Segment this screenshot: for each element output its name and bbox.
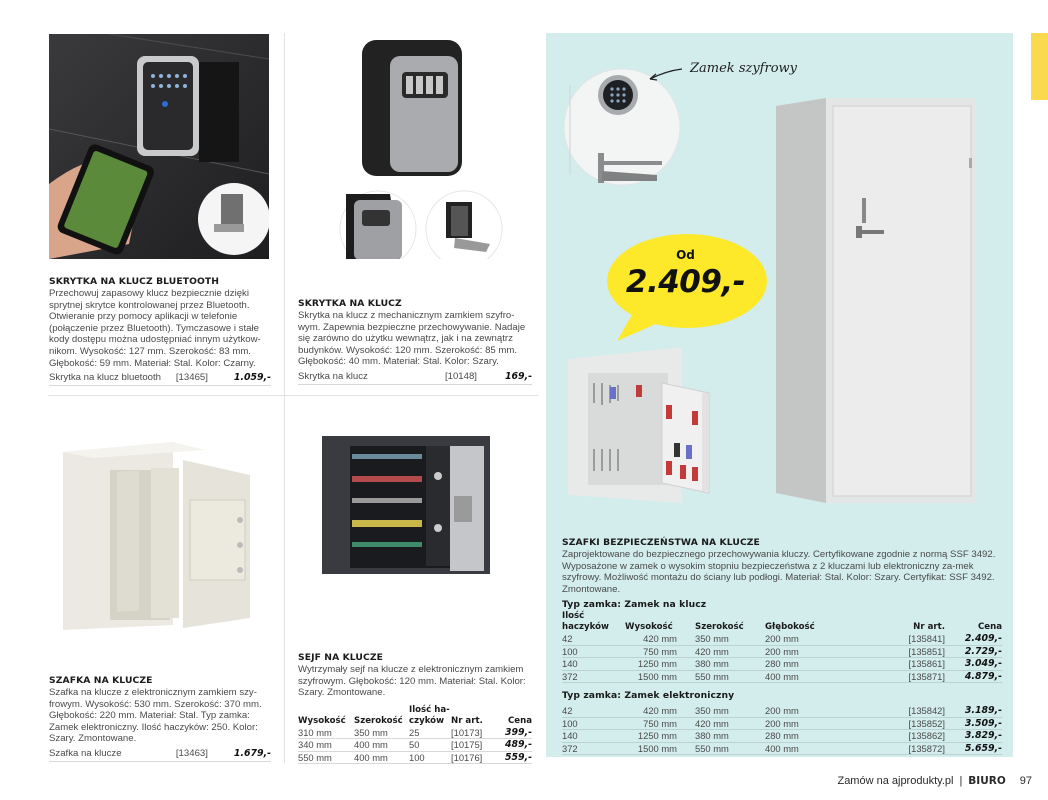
cell: 1250 mm — [625, 658, 695, 671]
callout-arrow-icon — [646, 65, 686, 85]
price: 2.729,- — [945, 645, 1002, 658]
cell: 200 mm — [765, 645, 885, 658]
tall-security-cabinet-image — [776, 98, 986, 503]
col-header: Ilość ha-czyków — [409, 704, 450, 726]
cell: [135872] — [885, 742, 945, 755]
price: 3.049,- — [945, 658, 1002, 671]
cell: 280 mm — [765, 658, 885, 671]
cell: 400 mm — [765, 670, 885, 683]
col-header: Nr art. — [451, 715, 483, 726]
cell: [10175] — [451, 739, 496, 752]
cell: 42 — [562, 633, 625, 645]
lock-key-spec-table — [562, 611, 1002, 683]
cell: 25 — [409, 727, 451, 739]
price: 1.059,- — [233, 372, 271, 384]
price-row — [49, 748, 271, 762]
section-name: BIURO — [968, 775, 1006, 787]
col-header: Szerokość — [695, 622, 744, 633]
cell: 380 mm — [695, 658, 765, 671]
cell: 420 mm — [625, 633, 695, 645]
price: 4.879,- — [945, 670, 1002, 683]
variant-name: Skrytka na klucz bluetooth — [49, 372, 161, 384]
price: 5.659,- — [945, 742, 1002, 755]
cell: [10176] — [451, 751, 496, 764]
row-divider — [48, 395, 538, 396]
table-row — [562, 658, 1002, 671]
cell: 380 mm — [695, 730, 765, 743]
cell: 372 — [562, 670, 625, 683]
cell: 100 — [409, 751, 451, 764]
footer-separator: | — [959, 775, 963, 787]
col-header: Cena — [507, 715, 532, 726]
column-divider — [284, 33, 285, 763]
cell: [135862] — [885, 730, 945, 743]
cell: 550 mm — [298, 751, 354, 764]
table-row — [562, 705, 1002, 717]
product-title: SEJF NA KLUCZE — [298, 652, 383, 663]
callout-label: Zamek szyfrowy — [690, 61, 798, 76]
page-footer — [837, 775, 1032, 787]
cell: 1500 mm — [625, 742, 695, 755]
product-key-safe — [298, 652, 532, 764]
cell: 420 mm — [695, 717, 765, 730]
cell: 200 mm — [765, 717, 885, 730]
product-description: Wytrzymały sejf na klucze z elektronicznym zamkiem szyfrowym. Głębokość: 120 mm. Materiał: Stal. Kolor: Szary. Zmontowane. — [298, 664, 526, 699]
section-tab — [1031, 33, 1048, 100]
cell: 350 mm — [695, 633, 765, 645]
col-header: Wysokość — [625, 622, 673, 633]
table-row — [298, 739, 532, 752]
table-row — [298, 751, 532, 764]
price: 489,- — [496, 739, 532, 752]
cell: 350 mm — [695, 705, 765, 717]
featured-panel — [546, 33, 1013, 757]
col-header: Cena — [977, 622, 1002, 633]
bluetooth-keybox-image — [49, 34, 269, 259]
small-security-cabinet-image — [564, 343, 724, 503]
table-row — [562, 633, 1002, 645]
product-description: Przechowuj zapasowy klucz bezpiecznie dzięki sprytnej skrytce kontrolowanej przez Bluetooth. Otwieranie przy pomocy aplikacji w telefonie (połączenie przez Bluetooth). Tymczasowe i stałe kody dostępu można udostępniać innym użytkow-nikom. Wysokość: 127 mm. Szerokość: 83 mm. Głębokość: 59 mm. Materiał: Stal. Kolor: Czarny. — [49, 288, 261, 369]
cell: 100 — [562, 645, 625, 658]
col-header: Wysokość — [298, 715, 346, 726]
group-label: Typ zamka: Zamek na klucz — [562, 599, 707, 611]
cell: [10173] — [451, 727, 496, 739]
cell: 50 — [409, 739, 451, 752]
cell: 750 mm — [625, 717, 695, 730]
price: 399,- — [496, 727, 532, 739]
cell: 340 mm — [298, 739, 354, 752]
product-title: SZAFKI BEZPIECZEŃSTWA NA KLUCZE — [562, 537, 760, 548]
electronic-lock-spec-table — [562, 705, 1002, 755]
cell: 1250 mm — [625, 730, 695, 743]
order-link[interactable]: Zamów na ajprodukty.pl — [837, 775, 954, 787]
product-title: SKRYTKA NA KLUCZ BLUETOOTH — [49, 276, 220, 287]
col-header: Szerokość — [354, 715, 403, 726]
cell: 420 mm — [695, 645, 765, 658]
cell: 400 mm — [765, 742, 885, 755]
table-row — [562, 742, 1002, 755]
product-key-cabinet — [49, 675, 271, 762]
cell: 100 — [562, 717, 625, 730]
cell: 140 — [562, 730, 625, 743]
key-safe-image — [322, 436, 494, 576]
table-row — [562, 717, 1002, 730]
price: 2.409,- — [945, 633, 1002, 645]
cell: 200 mm — [765, 705, 885, 717]
cell: 400 mm — [354, 739, 409, 752]
cell: [135871] — [885, 670, 945, 683]
cell: 140 — [562, 658, 625, 671]
cell: 1500 mm — [625, 670, 695, 683]
price: 1.679,- — [233, 747, 271, 759]
product-title: SKRYTKA NA KLUCZ — [298, 298, 402, 309]
badge-price: 2.409,- — [625, 264, 746, 300]
product-mechanical-keybox — [298, 298, 532, 385]
table-row — [298, 727, 532, 739]
price: 3.509,- — [945, 717, 1002, 730]
article-number: [13463] — [175, 747, 208, 759]
mechanical-keybox-image — [290, 34, 540, 259]
col-header: Nr art. — [913, 622, 945, 633]
cell: 310 mm — [298, 727, 354, 739]
key-cabinet-image — [55, 430, 265, 650]
price: 169,- — [504, 370, 532, 382]
cell: 750 mm — [625, 645, 695, 658]
table-row — [562, 645, 1002, 658]
cell: 280 mm — [765, 730, 885, 743]
price: 559,- — [496, 751, 532, 764]
page-number: 97 — [1019, 775, 1032, 787]
variant-name: Skrytka na klucz — [298, 370, 368, 382]
cell: 550 mm — [695, 742, 765, 755]
cell: [135851] — [885, 645, 945, 658]
cell: 420 mm — [625, 705, 695, 717]
group-label: Typ zamka: Zamek elektroniczny — [562, 690, 735, 702]
product-description: Szafka na klucze z elektronicznym zamkiem szy-frowym. Wysokość: 530 mm. Szerokość: 370 mm. Głębokość: 220 mm. Materiał: Stal. Typ zamka: Zamek elektroniczny. Ilość haczyków: 250. Kolor: Szary. Zmontowane. — [49, 687, 262, 745]
cell: [135842] — [885, 705, 945, 717]
cell: [135841] — [885, 633, 945, 645]
cell: [135852] — [885, 717, 945, 730]
article-number: [10148] — [444, 370, 477, 382]
cell: 350 mm — [354, 727, 409, 739]
cell: 550 mm — [695, 670, 765, 683]
product-description: Skrytka na klucz z mechanicznym zamkiem szyfro-wym. Zapewnia bezpieczne przechowywanie. Nadaje się zarówno do użytku wewnątrz, jak i na zewnątrz budynków. Wysokość: 120 mm. Szerokość: 85 mm. Głębokość: 40 mm. Materiał: Stal. Kolor: Szary. — [298, 310, 526, 368]
badge-prefix: Od — [676, 248, 695, 262]
product-description: Zaprojektowane do bezpiecznego przechowywania kluczy. Certyfikowane zgodnie z normą SSF 3492. Wyposażone w zamek o wysokim stopniu bezpieczeństwa z 2 kluczami lub elektroniczny za-mek szyfrowy. Możliwość montażu do ściany lub podłogi. Materiał: Stal. Kolor: Szary. Certyfikat: SSF 3492. Zmontowane. — [562, 549, 996, 595]
cell: 372 — [562, 742, 625, 755]
cell: [135861] — [885, 658, 945, 671]
col-header: Głębokość — [765, 622, 815, 633]
table-row — [562, 730, 1002, 743]
price-row — [298, 371, 532, 385]
product-title: SZAFKA NA KLUCZE — [49, 675, 153, 686]
table-row — [562, 670, 1002, 683]
featured-product — [562, 537, 1002, 755]
col-header: Ilość haczyków — [562, 611, 609, 633]
cell: 200 mm — [765, 633, 885, 645]
product-bluetooth-keybox — [49, 276, 271, 386]
article-number: [13465] — [175, 372, 208, 384]
cell: 42 — [562, 705, 625, 717]
variant-name: Szafka na klucze — [49, 747, 122, 759]
price-badge — [603, 233, 768, 343]
price: 3.829,- — [945, 730, 1002, 743]
price: 3.189,- — [945, 705, 1002, 717]
price-row — [49, 372, 271, 386]
key-safe-spec-table — [298, 705, 532, 765]
cell: 400 mm — [354, 751, 409, 764]
